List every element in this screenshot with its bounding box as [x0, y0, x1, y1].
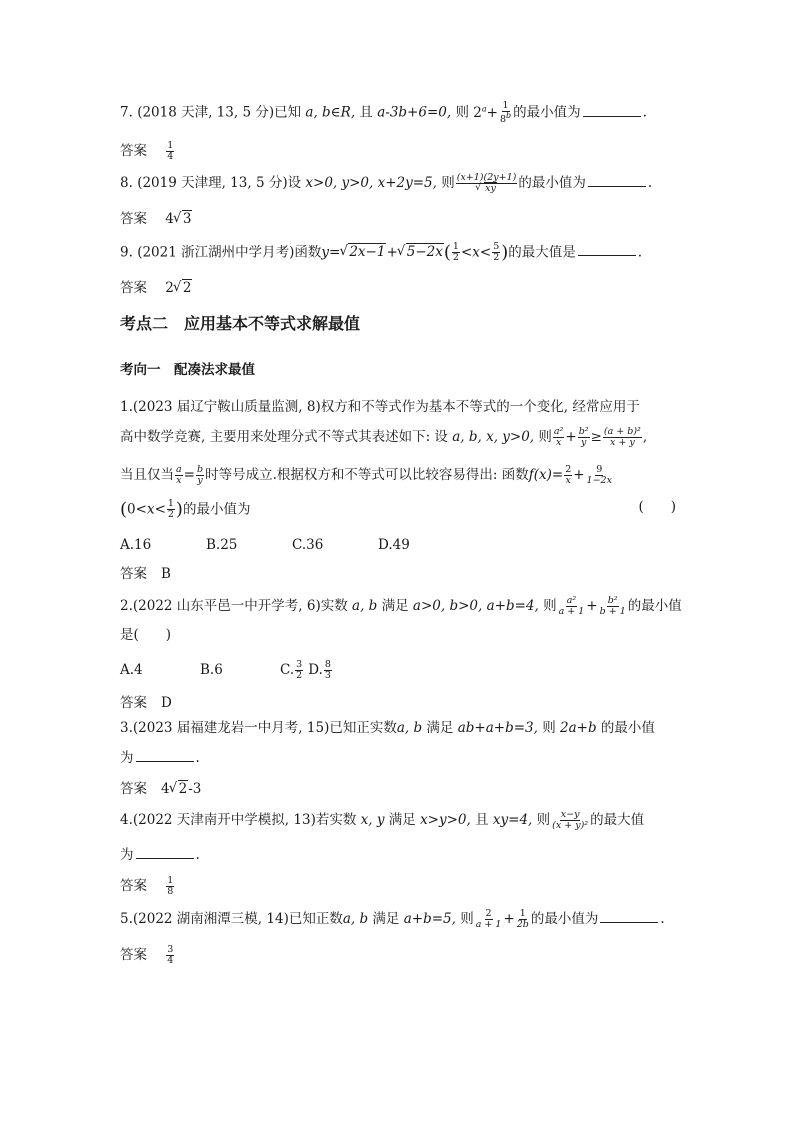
answer-value: B	[161, 566, 171, 582]
paren-close: )	[175, 499, 183, 520]
question-text: 且	[475, 811, 489, 828]
answer-label: 答案	[120, 947, 147, 963]
fraction-denominator: 2	[452, 252, 459, 264]
less-than: <	[135, 501, 147, 518]
math-vars: a, b	[342, 910, 369, 927]
question-number: 4.	[120, 811, 133, 828]
fraction-numerator: a²	[566, 595, 577, 606]
math-vars: x, y	[360, 811, 385, 828]
fraction-denominator: 2	[493, 252, 500, 264]
option-b: B.6	[200, 661, 223, 678]
fraction	[578, 427, 590, 448]
problem-4-line-2	[120, 846, 200, 863]
den-exponent: b	[505, 110, 512, 120]
answer-label: 答案	[120, 695, 147, 711]
answer-1	[120, 562, 171, 582]
fraction-numerator: (x+1)(2y+1)	[456, 172, 517, 183]
fraction-numerator: b²	[578, 426, 589, 437]
answer-coefficient: 4	[165, 211, 174, 227]
period: .	[195, 750, 200, 766]
math-condition: x>y>0,	[420, 811, 471, 828]
fraction-denominator: 1−2x	[586, 474, 612, 486]
fraction	[586, 465, 613, 486]
problem-4-line-1	[120, 810, 644, 831]
math-var: x	[146, 501, 155, 518]
question-text: 设	[287, 174, 302, 191]
question-text: (2022 山东平邑一中开学考, 6)实数	[132, 597, 348, 614]
paren-open: (	[120, 499, 128, 520]
period: .	[647, 174, 653, 191]
answer-coefficient: 4	[161, 781, 170, 797]
answer-coefficient: 2	[165, 280, 174, 296]
question-text: 则	[455, 104, 469, 121]
answer-7	[120, 139, 175, 162]
fraction	[516, 909, 530, 930]
math-var: x	[472, 244, 480, 261]
question-text: (2023 届辽宁鞍山质量监测, 8)权方和不等式作为基本不等式的一个变化, 经常应用于	[132, 399, 640, 415]
plus-sign: +	[503, 910, 515, 927]
fraction-numerator: x−y	[560, 809, 580, 820]
question-text: 满足	[372, 910, 400, 927]
question-text: 的最大值	[590, 811, 645, 828]
option-c	[280, 660, 304, 681]
radicand: 2	[178, 781, 188, 797]
answer-label: 答案	[120, 566, 147, 582]
fraction-numerator: 2	[565, 464, 572, 475]
fraction	[499, 101, 512, 125]
option-d	[308, 660, 333, 681]
question-text: 则	[543, 597, 557, 614]
question-text: 则	[538, 428, 552, 445]
fraction	[603, 427, 642, 448]
plus-sign: +	[565, 428, 577, 445]
question-text: 的最小值	[600, 720, 655, 736]
fraction	[599, 596, 627, 617]
fraction-numerator: 5	[493, 241, 500, 253]
fraction-denominator: 2	[296, 669, 303, 681]
fraction-denominator: y	[580, 436, 587, 448]
fraction-denominator: 8	[167, 886, 174, 897]
fraction-numerator: 1	[167, 140, 174, 152]
question-text: (2023 届福建龙岩一中月考, 15)已知正实数	[132, 720, 397, 736]
answer-3	[120, 777, 201, 797]
fraction-denominator: a + 1	[558, 605, 585, 617]
answer-9	[120, 276, 192, 296]
fraction-denominator: 4	[167, 151, 174, 162]
fraction	[196, 465, 204, 486]
fraction-denominator	[499, 112, 512, 125]
answer-value: D	[161, 695, 172, 711]
answer-blank	[600, 910, 658, 923]
fraction-denominator: y	[197, 474, 203, 486]
fraction	[456, 173, 518, 194]
question-source: (2019 天津理, 13, 5 分)	[137, 174, 288, 191]
question-9	[120, 242, 642, 264]
fraction-numerator: 3	[296, 659, 303, 670]
fraction-numerator: 1	[519, 908, 526, 919]
fraction-denominator: x + y	[610, 436, 635, 448]
math-expression: 2a+b	[560, 720, 597, 736]
question-text: (2022 湖南湘潭三模, 14)已知正数	[132, 910, 343, 927]
choice-paren: ( )	[638, 499, 676, 515]
question-text: 高中数学竞赛, 主要用来处理分式不等式其表述如下: 设	[120, 428, 448, 445]
problem-1-line-2	[120, 427, 647, 448]
question-text: 的最小值为	[513, 104, 581, 121]
answer-tail: -3	[188, 781, 202, 797]
answer-label: 答案	[120, 280, 147, 296]
fraction	[551, 810, 589, 831]
fraction-numerator: 1	[167, 875, 174, 887]
question-text: 的最大值是	[508, 244, 576, 261]
fraction-denominator: x	[176, 474, 182, 486]
question-text: 函数	[294, 244, 322, 261]
plus-sign: +	[586, 597, 598, 614]
answer-blank	[578, 243, 636, 256]
problem-1-line-1	[120, 399, 640, 415]
answer-4	[120, 874, 175, 897]
fraction	[475, 909, 503, 930]
fraction-numerator: b²	[607, 595, 618, 606]
answer-blank	[136, 846, 194, 859]
answer-label: 答案	[120, 143, 147, 159]
answer-fraction	[166, 945, 174, 966]
question-text: 时等号成立.根据权方和不等式可以比较容易得出: 函数	[205, 466, 529, 483]
question-text: 则	[536, 811, 551, 828]
question-text: 且	[359, 104, 373, 121]
less-than: <	[479, 244, 492, 261]
question-text: 当且仅当	[120, 466, 174, 483]
question-text: 满足	[388, 811, 416, 828]
question-number: 7.	[120, 104, 133, 121]
fraction	[324, 660, 332, 681]
fraction-denominator: 3	[324, 669, 331, 681]
question-text: 的最小值为	[518, 174, 586, 191]
question-number: 5.	[120, 910, 133, 927]
fraction-denominator: 4	[167, 955, 174, 966]
fraction	[564, 465, 572, 486]
fraction-numerator: 9	[596, 464, 603, 475]
den-base: 8	[499, 114, 506, 126]
option-c-label: C.	[280, 661, 295, 678]
fraction	[558, 596, 586, 617]
radicand: 5−2x	[406, 244, 443, 261]
question-number: 9.	[120, 244, 133, 261]
answer-sqrt	[170, 781, 189, 797]
answer-blank	[583, 104, 641, 117]
problem-2-line-2: 是( )	[120, 627, 172, 643]
math-condition: a>0, b>0, a+b=4,	[412, 597, 539, 614]
fraction-denominator: 2b	[516, 918, 529, 930]
math-zero: 0	[127, 501, 136, 518]
question-number: 2.	[120, 597, 133, 614]
math-condition: ab+a+b=3,	[457, 720, 538, 736]
answer-8	[120, 207, 192, 227]
fraction-numerator: (a + b)²	[603, 426, 641, 437]
question-number: 3.	[120, 720, 133, 736]
answer-2	[120, 691, 172, 711]
math-vars: a, b	[396, 720, 423, 736]
question-text: 为	[120, 750, 134, 766]
option-d: D.49	[378, 537, 410, 553]
problem-5	[120, 909, 665, 930]
fraction	[492, 242, 500, 263]
problem-1-line-3	[120, 465, 614, 486]
math-condition: a-3b+6=0,	[377, 104, 452, 121]
answer-blank	[136, 749, 194, 762]
math-condition: a+b=5,	[403, 910, 456, 927]
fraction-denominator: (x + y)²	[552, 819, 589, 831]
radicand: 2	[182, 280, 192, 296]
geq-sign: ≥	[590, 428, 602, 445]
expr-exponent: a	[481, 104, 487, 114]
math-condition: a, b∈R,	[305, 104, 356, 121]
problem-2-options	[120, 660, 333, 681]
option-b: B.25	[206, 537, 238, 553]
period: .	[660, 910, 665, 927]
fraction	[175, 465, 183, 486]
question-text: 为	[120, 847, 134, 863]
problem-1-options	[120, 537, 410, 553]
problem-3-line-2	[120, 749, 200, 766]
option-a: A.4	[120, 661, 143, 678]
question-7	[120, 101, 647, 125]
math-condition: a, b, x, y>0,	[452, 428, 535, 445]
answer-fraction	[166, 876, 174, 897]
period: .	[195, 847, 200, 863]
fraction-numerator: 1	[502, 100, 509, 111]
math-condition: xy=4,	[492, 811, 533, 828]
paren-close: )	[501, 242, 509, 263]
fraction	[295, 660, 303, 681]
question-source: (2021 浙江湖州中学月考)	[137, 244, 295, 261]
fraction-denominator: x	[565, 474, 571, 486]
question-number: 1.	[120, 399, 133, 415]
less-than: <	[460, 244, 473, 261]
math-expression	[473, 100, 513, 126]
fraction	[452, 242, 460, 263]
plus-sign: +	[386, 244, 398, 261]
period: .	[642, 104, 647, 121]
answer-label: 答案	[120, 878, 147, 894]
fraction-denominator: x	[555, 436, 562, 448]
question-text: 的最小值为	[182, 501, 251, 518]
problem-2-line-1	[120, 596, 682, 617]
comma: ,	[642, 428, 648, 445]
fraction-numerator: a²	[553, 426, 564, 437]
radicand: 2x−1	[349, 244, 386, 261]
less-than: <	[154, 501, 166, 518]
problem-1-line-4	[120, 499, 676, 521]
answer-label: 答案	[120, 211, 147, 227]
fraction	[553, 427, 564, 448]
fraction-denominator: 2	[167, 509, 174, 521]
domain-interval: (	[443, 242, 451, 263]
answer-fraction	[166, 141, 174, 162]
question-text: 则	[441, 174, 455, 191]
section-heading: 考点二 应用基本不等式求解最值	[120, 314, 361, 333]
function-expr: f(x)=	[528, 466, 564, 483]
answer-sqrt	[174, 211, 193, 227]
question-8	[120, 173, 652, 194]
expr-base: 2	[473, 104, 482, 121]
fraction-numerator: a	[176, 464, 182, 475]
question-number: 8.	[120, 174, 133, 191]
subsection-heading: 考向一 配凑法求最值	[120, 362, 255, 378]
question-text: 的最小值	[627, 597, 682, 614]
option-d-label: D.	[308, 661, 323, 678]
fraction-numerator: 1	[452, 241, 459, 253]
answer-sqrt	[174, 280, 193, 296]
question-text: (2022 天津南开中学模拟, 13)若实数	[132, 811, 357, 828]
fraction-numerator: b	[196, 464, 204, 475]
fraction-denominator	[475, 184, 498, 194]
math-vars: a, b	[352, 597, 378, 614]
period: .	[637, 244, 643, 261]
fraction-numerator: 8	[324, 659, 331, 670]
fraction-denominator: b + 1	[599, 605, 626, 617]
question-text: 已知	[274, 104, 302, 121]
fraction-numerator: 2	[485, 908, 492, 919]
plus-sign: +	[573, 466, 585, 483]
answer-5	[120, 943, 175, 966]
fraction-numerator: 1	[167, 498, 174, 510]
question-text: 的最小值为	[530, 910, 599, 927]
option-c: C.36	[292, 537, 324, 553]
fraction-numerator: 3	[167, 944, 174, 956]
answer-label: 答案	[120, 781, 147, 797]
problem-3-line-1	[120, 720, 655, 736]
question-text: 则	[542, 720, 556, 736]
math-var: y=	[321, 244, 341, 261]
plus-sign: +	[486, 104, 498, 121]
answer-blank	[588, 174, 646, 187]
fraction-denominator: a + 1	[475, 918, 502, 930]
option-a: A.16	[120, 537, 152, 553]
question-text: 满足	[381, 597, 409, 614]
math-condition: x>0, y>0, x+2y=5,	[305, 174, 437, 191]
radicand: 3	[182, 211, 192, 227]
question-text: 满足	[426, 720, 454, 736]
question-source: (2018 天津, 13, 5 分)	[137, 104, 275, 121]
equals-sign: =	[183, 466, 195, 483]
question-text: 则	[460, 910, 474, 927]
radicand: xy	[485, 182, 496, 194]
fraction	[167, 499, 175, 520]
